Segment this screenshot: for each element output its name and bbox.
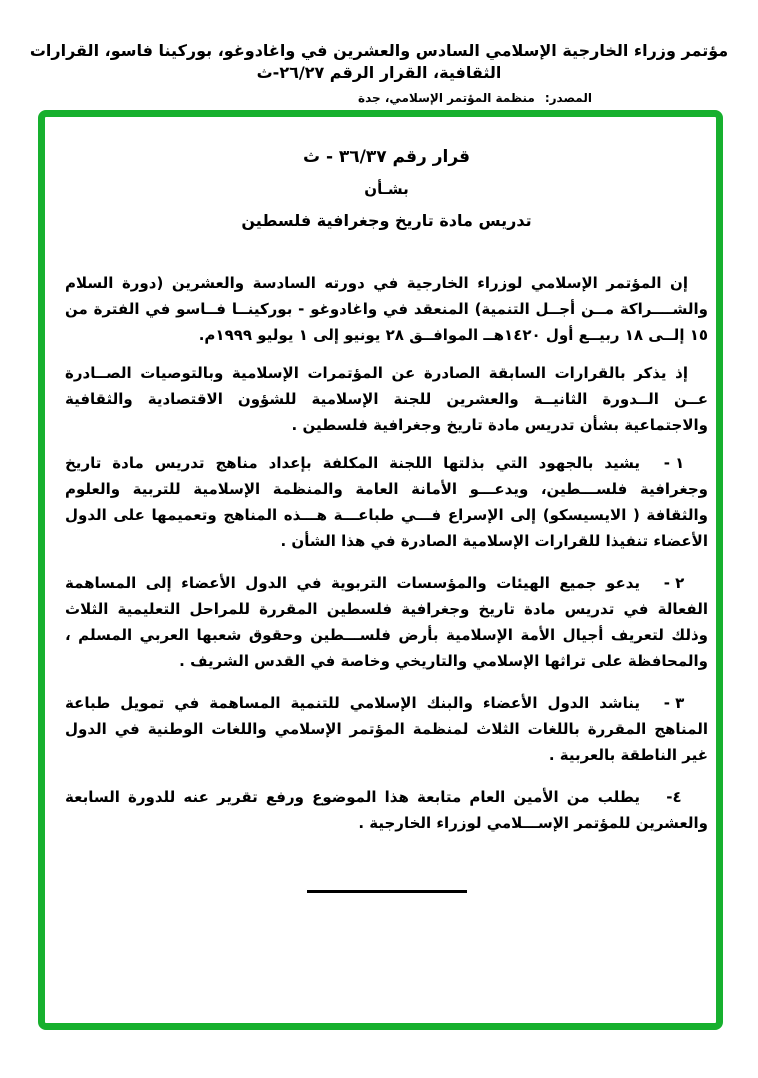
preamble-paragraph-1: إن المؤتمر الإسلامي لوزراء الخارجية في دورته السادسة والعشرين (دورة السلام والشــــراكة مــن أجــل التنمية) المنعقد في واغادوغو - بوركينــا فــاسو في الفترة من ١٥ إلــى ١٨ ربيــع أول ١٤٢٠هــ الموافــق ٢٨ يونيو إلى ١ يوليو ١٩٩٩م. <box>65 274 708 344</box>
resolution-subject: تدريس مادة تاريخ وجغرافية فلسطين <box>241 211 532 230</box>
resolution-title: قرار رقم ٣٦/٣٧ - ث <box>302 147 471 167</box>
preamble-paragraph-2: إذ يذكر بالقرارات السابقة الصادرة عن المؤتمرات الإسلامية وبالتوصيات الصــادرة عــن الــدورة الثانيــة والعشرين للجنة الإسلامية للشؤون الاقتصادية والثقافية والاجتماعية بشأن تدريس مادة تاريخ وجغرافية فلسطين . <box>65 364 708 434</box>
item-text: يدعو جميع الهيئات والمؤسسات التربوية في الدول الأعضاء إلى المساهمة الفعالة في تدريس مادة تاريخ وجغرافية فلسطين المقررة للمراحل التعليمية الثلاث وذلك لتعريف أجيال الأمة الإسلامية بأرض فلســـطين وحقوق شعبها العربي المسلم ، والمحافظة على تراثها الإسلامي والتاريخي وخاصة في القدس الشريف . <box>65 574 708 670</box>
resolution-item-3 <box>65 690 708 768</box>
item-text: يشيد بالجهود التي بذلتها اللجنة المكلفة بإعداد مناهج تدريس مادة تاريخ وجغرافية فلســـطين، ويدعـــو الأمانة العامة والمنظمة الإسلامية للتربية والعلوم والثقافة ( الايسيسكو) إلى الإسراع فـــي طباعـــة هـــذه المناهج وتعميمها على الدول الأعضاء تنفيذا للقرارات الإسلامية الصادرة في هذا الشأن . <box>65 454 708 550</box>
resolution-border <box>38 110 723 1030</box>
item-number: ٣ - <box>663 694 685 712</box>
item-number: ٤- <box>666 788 682 806</box>
source-value: منظمة المؤتمر الإسلامي، جدة <box>358 91 535 105</box>
resolution-item-1 <box>65 450 708 554</box>
resolution-item-2 <box>65 570 708 674</box>
source-line <box>192 91 758 105</box>
resolution-subtitle: بشـأن <box>364 180 409 198</box>
document-header-line: مؤتمر وزراء الخارجية الإسلامي السادس والعشرين في واغادوغو، بوركينا فاسو، القرارات الثقافية، القرار الرقم ٢٦/٢٧-ث <box>29 41 729 82</box>
item-text: يناشد الدول الأعضاء والبنك الإسلامي للتنمية المساهمة في تمويل طباعة المناهج المقررة باللغات الثلاث لمنظمة المؤتمر الإسلامي واللغات الوطنية في الدول غير الناطقة بالعربية . <box>65 694 708 764</box>
resolution-item-4 <box>65 784 708 836</box>
item-number: ١ - <box>663 454 685 472</box>
source-label: المصدر: <box>544 91 592 105</box>
item-number: ٢ - <box>663 574 685 592</box>
item-text: يطلب من الأمين العام متابعة هذا الموضوع ورفع تقرير عنه للدورة السابعة والعشرين للمؤتمر الإســـلامي لوزراء الخارجية . <box>65 788 708 832</box>
separator-line <box>307 890 467 893</box>
